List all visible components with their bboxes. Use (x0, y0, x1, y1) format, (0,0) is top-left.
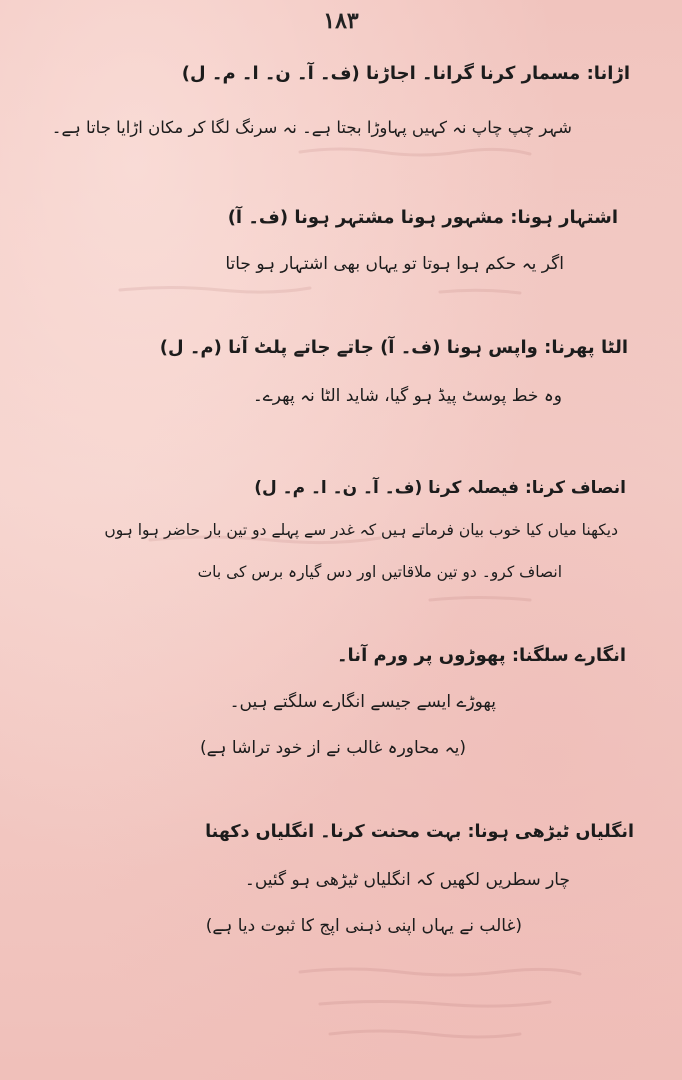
entry-1-line-1: شہر چپ چاپ نہ کہیں پہاوڑا بجتا ہے۔ نہ سرنگ لگا کر مکان اڑایا جاتا ہے۔ (51, 118, 572, 137)
entry-1-heading: اڑانا: مسمار کرنا گرانا۔ اجاڑنا (ف۔ آ۔ ن۔ ا۔ م۔ ل) (181, 63, 630, 84)
entry-2-heading: اشتہار ہونا: مشہور ہونا مشتہر ہونا (ف۔ آ) (227, 207, 618, 228)
page-number: ۱۸۳ (323, 8, 359, 34)
entry-3-line-1: وہ خط پوسٹ پیڈ ہو گیا، شاید الٹا نہ پھرے۔ (252, 386, 562, 406)
entry-3-heading: الٹا پھرنا: واپس ہونا (ف۔ آ) جاتے جاتے پلٹ آنا (م۔ ل) (159, 337, 628, 358)
entry-6-line-1: چار سطریں لکھیں کہ انگلیاں ٹیڑھی ہو گئیں۔ (244, 870, 570, 890)
entry-4-line-2: انصاف کرو۔ دو تین ملاقاتیں اور دس گیارہ برس کی بات (197, 563, 562, 581)
entry-2-line-1: اگر یہ حکم ہوا ہوتا تو یہاں بھی اشتہار ہو جاتا (225, 254, 564, 274)
entry-4-heading: انصاف کرنا: فیصلہ کرنا (ف۔ آ۔ ن۔ ا۔ م۔ ل) (254, 478, 626, 498)
entry-6-line-2: (غالب نے یہاں اپنی ذہنی اپج کا ثبوت دیا ہے) (205, 916, 522, 936)
entry-5-heading: انگارے سلگنا: پھوڑوں پر ورم آنا۔ (337, 645, 626, 666)
entry-5-line-2: (یہ محاورہ غالب نے از خود تراشا ہے) (199, 738, 466, 758)
entry-4-line-1: دیکھنا میاں کیا خوب بیان فرماتے ہیں کہ غدر سے پہلے دو تین بار حاضر ہوا ہوں (104, 521, 618, 539)
entry-6-heading: انگلیاں ٹیڑھی ہونا: بہت محنت کرنا۔ انگلیاں دکھنا (205, 822, 634, 842)
entry-5-line-1: پھوڑے ایسے جیسے انگارے سلگتے ہیں۔ (229, 692, 496, 712)
